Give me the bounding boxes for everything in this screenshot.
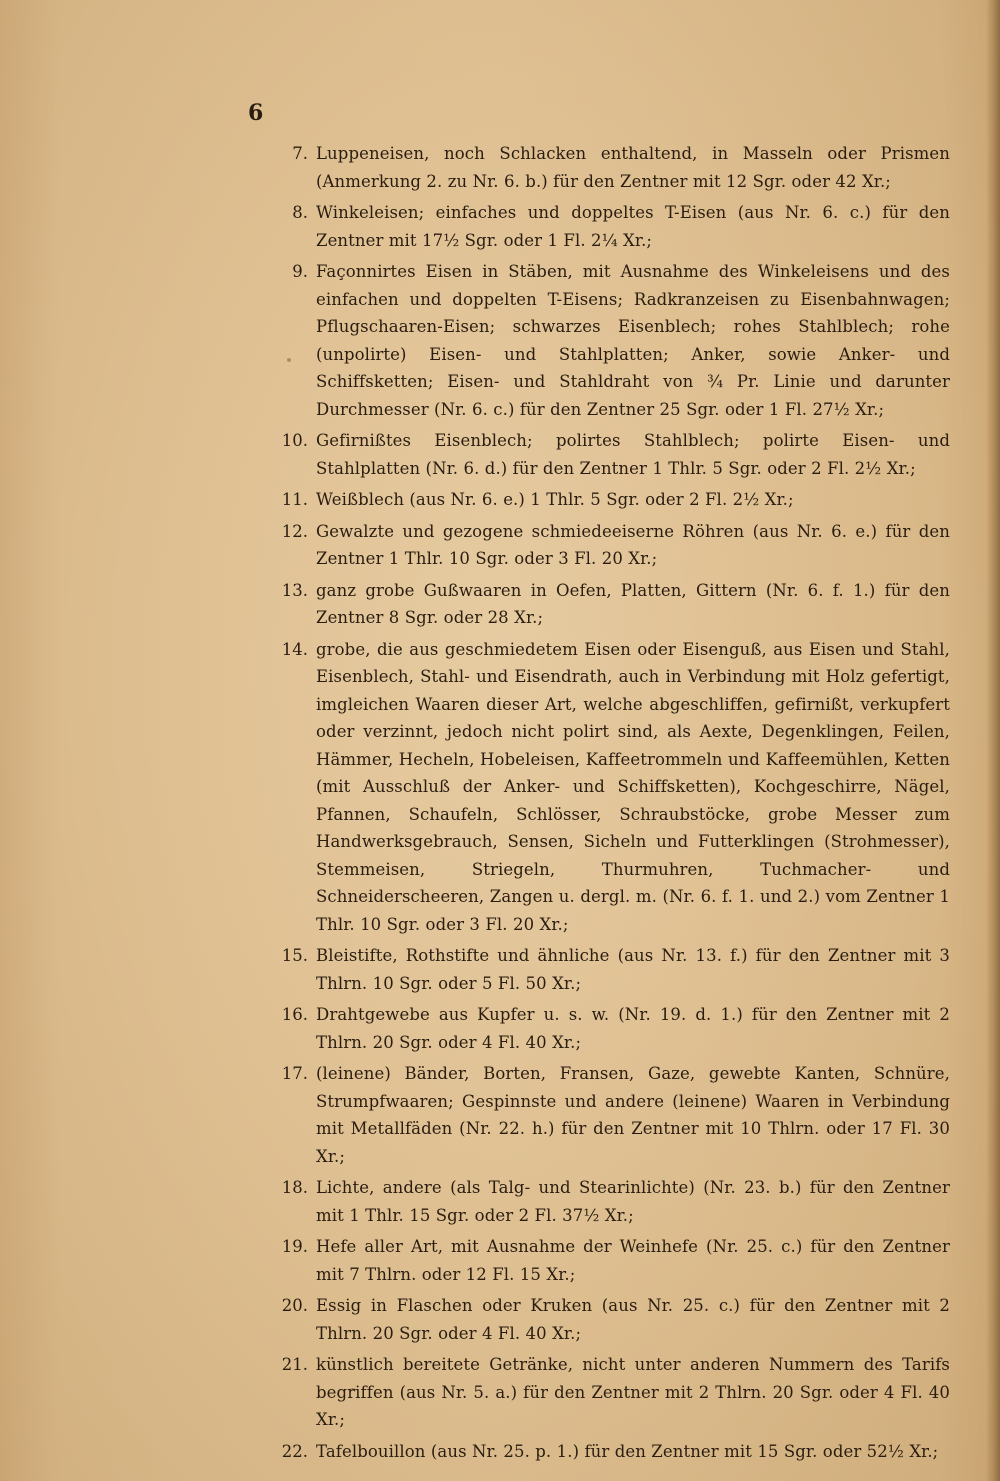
list-item xyxy=(270,1233,950,1288)
entry-text: Drahtgewebe aus Kupfer u. s. w. (Nr. 19. d. 1.) für den Zentner mit 2 Thlrn. 20 Sgr. oder 4 Fl. 40 Xr.; xyxy=(316,1005,950,1052)
entry-number: 15. xyxy=(281,946,308,965)
entry-number: 12. xyxy=(281,521,308,541)
entry-number: 18. xyxy=(281,1178,308,1197)
entry-number: 8. xyxy=(292,203,308,222)
entry-number: 13. xyxy=(281,580,308,600)
list-item xyxy=(270,1174,950,1229)
entry-number: 11. xyxy=(281,490,308,509)
entry-number: 16. xyxy=(281,1005,308,1024)
entry-number: 9. xyxy=(292,262,308,281)
list-item xyxy=(270,1060,950,1170)
entry-number: 19. xyxy=(281,1237,308,1256)
entry-text: Gefirnißtes Eisenblech; polirtes Stahlblech; polirte Eisen- und Stahlplatten (Nr. 6. d.) für den Zentner 1 Thlr. 5 Sgr. oder 2 Fl. 2½ Xr.; xyxy=(316,431,950,478)
entry-number: 21. xyxy=(281,1355,308,1374)
entry-text: Lichte, andere (als Talg- und Stearinlichte) (Nr. 23. b.) für den Zentner mit 1 Thlr. 15 Sgr. oder 2 Fl. 37½ Xr.; xyxy=(316,1178,950,1225)
paper-speck xyxy=(287,358,291,362)
list-item xyxy=(270,486,950,514)
paper-speck xyxy=(350,1388,356,1391)
list-item xyxy=(270,1351,950,1434)
list-item xyxy=(270,942,950,997)
list-item xyxy=(270,577,950,632)
list-item xyxy=(270,636,950,939)
page-number: 6 xyxy=(248,100,264,126)
entry-text: Luppeneisen, noch Schlacken enthaltend, in Masseln oder Prismen (Anmerkung 2. zu Nr. 6. b.) für den Zentner mit 12 Sgr. oder 42 Xr.; xyxy=(316,144,950,191)
entry-text: grobe, die aus geschmiedetem Eisen oder Eisenguß, aus Eisen und Stahl, Eisenblech, Stahl- und Eisendrath, auch in Verbindung mit Holz gefertigt, imgleichen Waaren dieser Art, welche abgeschliffen, gefirnißt, verkupfert oder verzinnt, jedoch nicht polirt sind, als Aexte, Degenklingen, Feilen, Hämmer, Hecheln, Hobeleisen, Kaffeetrommeln und Kaffeemühlen, Ketten (mit Ausschluß der Anker- und Schiffsketten), Kochgeschirre, Nägel, Pfannen, Schaufeln, Schlösser, Schraubstöcke, grobe Messer zum Handwerksgebrauch, Sensen, Sicheln und Futterklingen (Strohmesser), Stemmeisen, Striegeln, Thurmuhren, Tuchmacher- und Schneiderscheeren, Zangen u. dergl. m. (Nr. 6. f. 1. und 2.) vom Zentner 1 Thlr. 10 Sgr. oder 3 Fl. 20 Xr.; xyxy=(316,639,950,934)
entry-number: 14. xyxy=(281,639,308,659)
tariff-entry-list xyxy=(270,140,950,1469)
entry-text: Weißblech (aus Nr. 6. e.) 1 Thlr. 5 Sgr. oder 2 Fl. 2½ Xr.; xyxy=(316,490,794,509)
entry-text: ganz grobe Gußwaaren in Oefen, Platten, Gittern (Nr. 6. f. 1.) für den Zentner 8 Sgr. oder 28 Xr.; xyxy=(316,580,950,627)
list-item xyxy=(270,199,950,254)
entry-number: 22. xyxy=(281,1441,308,1461)
entry-text: Façonnirtes Eisen in Stäben, mit Ausnahme des Winkeleisens und des einfachen und doppelten T-Eisens; Radkranzeisen zu Eisenbahnwagen; Pflugschaaren-Eisen; schwarzes Eisenblech; rohes Stahlblech; rohe (unpolirte) Eisen- und Stahlplatten; Anker, sowie Anker- und Schiffsketten; Eisen- und Stahldraht von ¾ Pr. Linie und darunter Durchmesser (Nr. 6. c.) für den Zentner 25 Sgr. oder 1 Fl. 27½ Xr.; xyxy=(316,262,950,419)
entry-text: Hefe aller Art, mit Ausnahme der Weinhefe (Nr. 25. c.) für den Zentner mit 7 Thlrn. oder 12 Fl. 15 Xr.; xyxy=(316,1237,950,1284)
list-item xyxy=(270,1438,950,1466)
list-item xyxy=(270,1001,950,1056)
entry-number: 10. xyxy=(281,431,308,450)
entry-text: (leinene) Bänder, Borten, Fransen, Gaze, gewebte Kanten, Schnüre, Strumpfwaaren; Gespinnste und andere (leinene) Waaren in Verbindung mit Metallfäden (Nr. 22. h.) für den Zentner mit 10 Thlrn. oder 17 Fl. 30 Xr.; xyxy=(316,1064,950,1166)
entry-text: Gewalzte und gezogene schmiedeeiserne Röhren (aus Nr. 6. e.) für den Zentner 1 Thlr. 10 Sgr. oder 3 Fl. 20 Xr.; xyxy=(316,521,950,568)
list-item xyxy=(270,140,950,195)
list-item xyxy=(270,518,950,573)
entry-text: Essig in Flaschen oder Kruken (aus Nr. 25. c.) für den Zentner mit 2 Thlrn. 20 Sgr. oder 4 Fl. 40 Xr.; xyxy=(316,1296,950,1343)
entry-number: 7. xyxy=(292,144,308,163)
entry-text: Bleistifte, Rothstifte und ähnliche (aus Nr. 13. f.) für den Zentner mit 3 Thlrn. 10 Sgr. oder 5 Fl. 50 Xr.; xyxy=(316,946,950,993)
list-item xyxy=(270,258,950,423)
page-edge-shadow xyxy=(986,0,1000,1481)
entry-text: künstlich bereitete Getränke, nicht unter anderen Nummern des Tarifs begriffen (aus Nr. 5. a.) für den Zentner mit 2 Thlrn. 20 Sgr. oder 4 Fl. 40 Xr.; xyxy=(316,1355,950,1429)
entry-number: 17. xyxy=(281,1064,308,1083)
entry-text: Winkeleisen; einfaches und doppeltes T-Eisen (aus Nr. 6. c.) für den Zentner mit 17½ Sgr. oder 1 Fl. 2¼ Xr.; xyxy=(316,203,950,250)
entry-number: 20. xyxy=(281,1296,308,1315)
list-item xyxy=(270,427,950,482)
entry-text: Tafelbouillon (aus Nr. 25. p. 1.) für den Zentner mit 15 Sgr. oder 52½ Xr.; xyxy=(316,1441,939,1461)
list-item xyxy=(270,1292,950,1347)
